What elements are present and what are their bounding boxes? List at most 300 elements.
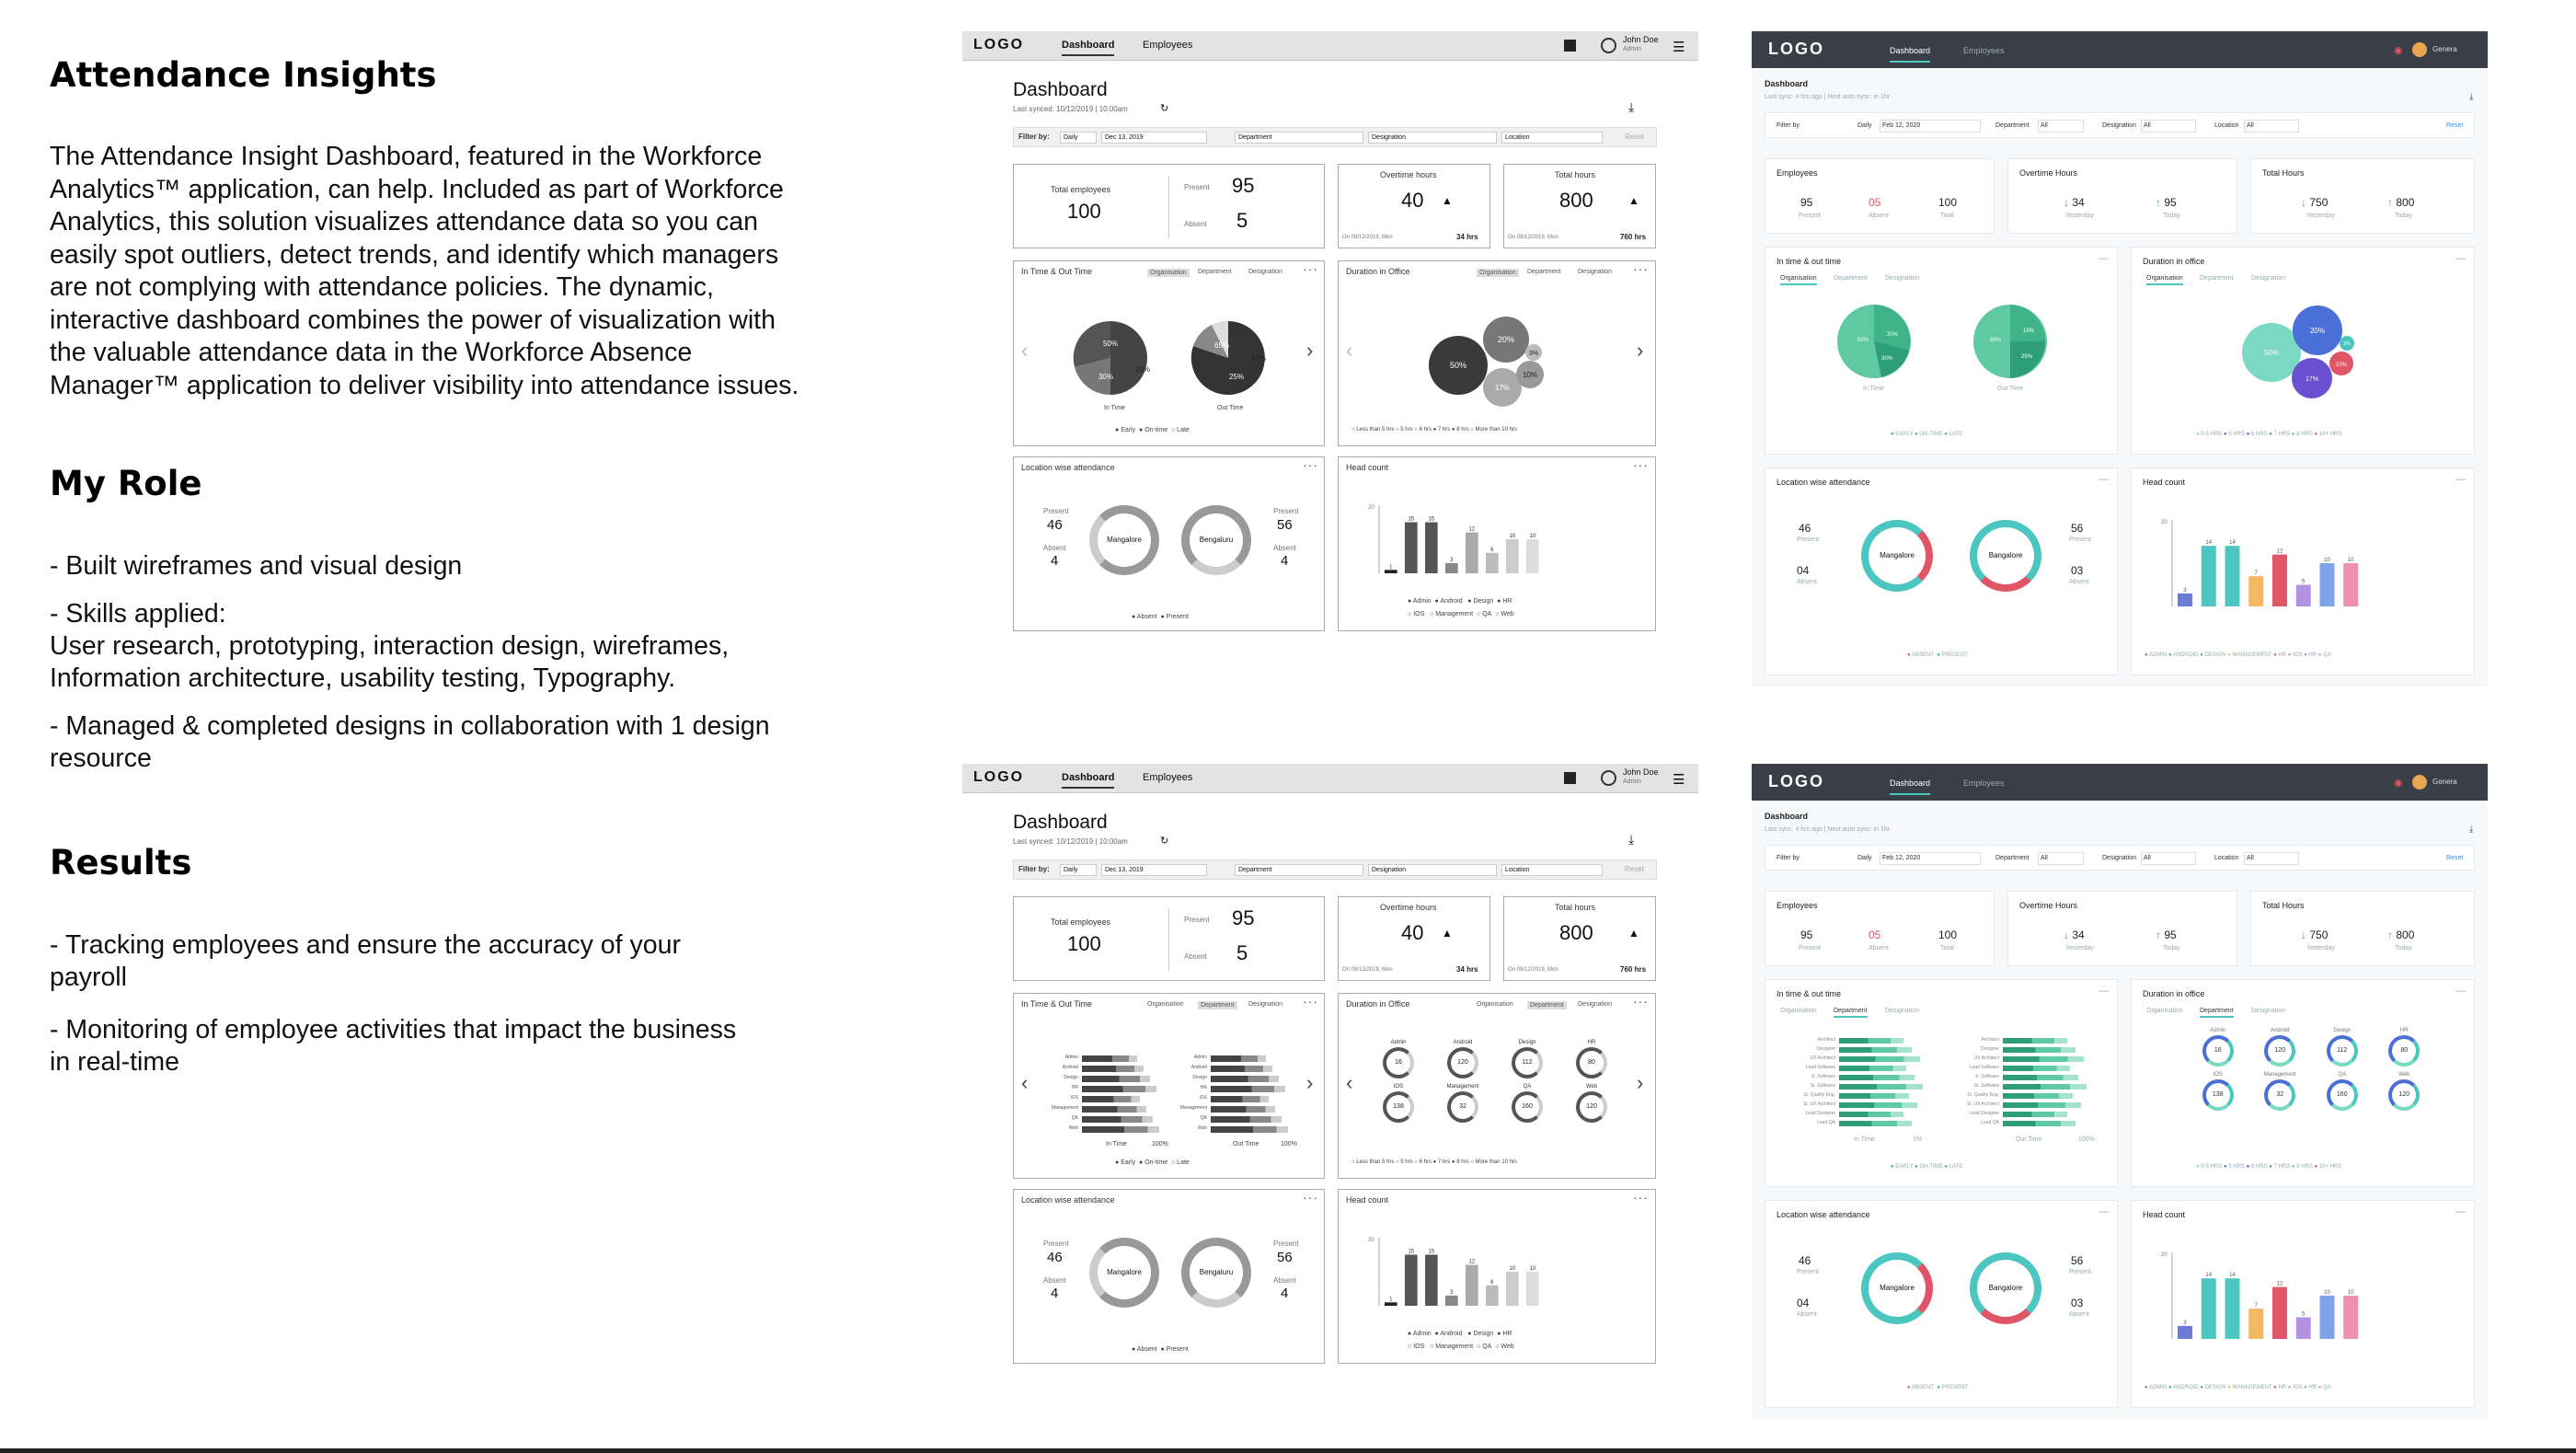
axis-max-label: 100% xyxy=(1281,1141,1297,1147)
more-icon[interactable]: — xyxy=(2099,986,2109,997)
download-icon[interactable]: ⤓ xyxy=(1628,832,1635,847)
headcount-title: Head count xyxy=(2143,1210,2186,1219)
dept-ring-ios xyxy=(2187,1072,2249,1111)
wireframe-dashboard-department xyxy=(962,764,1698,1371)
out-time-label: Out Time xyxy=(1997,386,2024,392)
more-icon[interactable]: — xyxy=(2455,1206,2466,1217)
bar-value-label: 3 xyxy=(2183,1320,2187,1326)
bar-row xyxy=(1948,1046,2104,1054)
headcount-card xyxy=(2131,467,2475,675)
loc2-present: 56 xyxy=(2071,522,2084,535)
filter-designation-label: Designation xyxy=(2102,855,2136,861)
ring: 160 xyxy=(2327,1079,2358,1111)
dept-ring-ios xyxy=(1366,1084,1431,1123)
legend-early: ● Early ● On-time ○ Late xyxy=(1115,427,1190,433)
up-arrow-icon: ↑ xyxy=(2156,928,2161,941)
filter-department[interactable]: Department xyxy=(1235,864,1363,876)
top-nav-bar xyxy=(1752,31,2488,68)
stacked-bar xyxy=(1082,1055,1137,1062)
bar-value-label: 3 xyxy=(1450,1289,1454,1296)
bar-value-label: 10 xyxy=(2347,1290,2354,1296)
notification-icon[interactable] xyxy=(1564,772,1576,784)
emp-present: 95 xyxy=(1800,928,1813,941)
stacked-bar xyxy=(1211,1096,1269,1102)
today-label: Today xyxy=(2395,213,2412,219)
bar-management xyxy=(1486,1286,1499,1306)
dept-ring-management xyxy=(1431,1084,1495,1123)
absent-label: Absent xyxy=(1797,1311,1817,1318)
more-icon[interactable]: ··· xyxy=(1633,1190,1649,1205)
overtime-title: Overtime Hours xyxy=(2019,901,2078,910)
up-arrow-icon: ▲ xyxy=(1442,194,1453,207)
next-arrow-icon[interactable]: › xyxy=(1306,339,1314,362)
th-today: 800 xyxy=(2396,196,2415,209)
avatar-icon[interactable] xyxy=(1601,770,1616,786)
ring-label: Android xyxy=(2270,1028,2290,1033)
location-title: Location wise attendance xyxy=(1021,1195,1115,1205)
role-line: Information architecture, usability testing, Typography. xyxy=(50,663,676,693)
last-synced: Last synced: 10/12/2019 | 10:00am xyxy=(1013,105,1128,113)
up-arrow-icon: ↑ xyxy=(2387,928,2393,941)
tab-department[interactable]: Department xyxy=(2200,275,2234,282)
duration-card xyxy=(2131,247,2475,455)
bar-row-label: HR xyxy=(1200,1085,1207,1090)
duration-card xyxy=(2131,979,2475,1187)
emp-total-label: Total xyxy=(1940,213,1954,219)
more-icon[interactable]: ··· xyxy=(1303,457,1318,472)
emp-present-label: Present xyxy=(1799,945,1822,951)
pie-slice xyxy=(1110,321,1147,395)
emp-total: 100 xyxy=(1938,196,1958,209)
ring-label: IOS xyxy=(2213,1072,2223,1078)
more-icon[interactable]: — xyxy=(2455,986,2466,997)
tab-designation[interactable]: Designation xyxy=(2251,275,2285,282)
total-hours-date: On 09/12/2019, Mon xyxy=(1508,235,1558,240)
bar-row-label: Lead QA xyxy=(1981,1120,1999,1125)
nav-dashboard[interactable]: Dashboard xyxy=(1062,40,1114,56)
role-line: - Built wireframes and visual design xyxy=(50,551,463,581)
bar-web xyxy=(1526,539,1539,573)
location-card xyxy=(1013,1189,1325,1364)
result-line: - Tracking employees and ensure the accuracy of your xyxy=(50,930,681,960)
tab-department[interactable]: Department xyxy=(1198,269,1232,275)
down-arrow-icon: ↓ xyxy=(2301,928,2306,941)
filter-date[interactable]: Dec 13, 2019 xyxy=(1101,864,1207,876)
download-icon[interactable]: ⤓ xyxy=(2469,92,2474,102)
bar-qa xyxy=(1506,1272,1519,1306)
more-icon[interactable]: ··· xyxy=(1303,994,1318,1009)
bubble-label: 10% xyxy=(1522,371,1538,379)
filter-department[interactable]: All xyxy=(2038,852,2084,865)
ring: 80 xyxy=(1576,1047,1607,1078)
more-icon[interactable]: ··· xyxy=(1633,457,1649,472)
filter-department[interactable]: All xyxy=(2038,120,2084,133)
overtime-sub: 34 hrs xyxy=(1456,233,1478,241)
bar-management xyxy=(1486,553,1499,573)
bar-row-label: UX Architect xyxy=(1973,1055,1999,1061)
bar-android xyxy=(1405,1255,1418,1307)
bar-value-label: 10 xyxy=(1529,1266,1536,1272)
reset-button[interactable]: Reset xyxy=(1625,133,1644,141)
more-icon[interactable]: ··· xyxy=(1633,261,1649,276)
bar-row-label: Android xyxy=(1190,1065,1207,1070)
axis-max-label: 100% xyxy=(2078,1136,2095,1143)
ring-label: HR xyxy=(1587,1040,1596,1045)
total-hours-label: Total hours xyxy=(1555,903,1596,912)
more-icon[interactable]: ··· xyxy=(1633,994,1649,1009)
bar-row xyxy=(1041,1125,1170,1134)
total-hours-title: Total Hours xyxy=(2262,901,2305,910)
in-time-label: In Time xyxy=(1863,386,1884,392)
tab-designation[interactable]: Designation xyxy=(1885,1008,1919,1014)
bar-value-label: 3 xyxy=(1450,557,1454,563)
today-label: Today xyxy=(2163,945,2180,951)
reset-button[interactable]: Reset xyxy=(2446,122,2464,129)
location-card xyxy=(1765,1200,2118,1408)
bar-row xyxy=(1784,1083,1940,1090)
total-hours-sub: 760 hrs xyxy=(1620,965,1647,974)
total-hours-label: Total hours xyxy=(1555,170,1596,179)
section-title-role: My Role xyxy=(50,464,202,503)
loc2-absent: 4 xyxy=(1281,1286,1289,1301)
tab-designation[interactable]: Designation xyxy=(1248,269,1282,275)
filter-date[interactable]: Dec 13, 2019 xyxy=(1101,132,1207,144)
filter-location[interactable]: Location xyxy=(1501,132,1603,144)
present-label: Present xyxy=(1797,536,1820,543)
logo: LOGO xyxy=(1768,772,1824,790)
inout-card xyxy=(1765,979,2118,1187)
inout-card xyxy=(1765,247,2118,455)
bar-value-label: 6 xyxy=(1490,547,1494,553)
bar-design xyxy=(2225,1278,2240,1339)
overtime-date: On 09/12/2019, Mon xyxy=(1342,967,1393,973)
role-line: - Skills applied: xyxy=(50,599,226,628)
duration-bubbles xyxy=(1421,312,1578,413)
present-label: Present xyxy=(1797,1269,1820,1275)
tab-designation[interactable]: Designation xyxy=(1578,1001,1612,1008)
description-line: the valuable attendance data in the Workforce Absence xyxy=(50,338,693,367)
nav-dashboard[interactable]: Dashboard xyxy=(1890,778,1930,795)
loc2-absent: 4 xyxy=(1281,553,1289,569)
bar-value-label: 14 xyxy=(2229,540,2236,547)
bar-row-label: Sr. Software xyxy=(1810,1083,1835,1089)
filter-location-label: Location xyxy=(2214,122,2239,129)
avatar[interactable] xyxy=(2412,775,2427,790)
more-icon[interactable]: ··· xyxy=(1303,1190,1318,1205)
tab-organisation[interactable]: Organisation xyxy=(1477,1001,1513,1008)
absent-label: Absent xyxy=(1043,1276,1066,1285)
ring-label: IOS xyxy=(1393,1084,1404,1090)
stacked-bar xyxy=(1082,1106,1146,1113)
notification-icon[interactable]: ◉ xyxy=(2394,45,2403,56)
filter-designation[interactable]: Designation xyxy=(1368,132,1497,144)
tab-department[interactable]: Department xyxy=(1527,269,1561,275)
role-bullet xyxy=(50,550,841,582)
nav-employees[interactable]: Employees xyxy=(1963,778,2005,788)
svg-text:20%: 20% xyxy=(1134,365,1151,374)
nav-employees[interactable]: Employees xyxy=(1143,772,1193,783)
ring: 120 xyxy=(2388,1079,2420,1111)
prev-arrow-icon[interactable]: ‹ xyxy=(1346,1071,1353,1094)
bar-row-label: Lead Software xyxy=(1805,1065,1835,1070)
up-arrow-icon: ▲ xyxy=(1442,927,1453,940)
download-icon[interactable]: ⤓ xyxy=(1628,99,1635,114)
tab-department[interactable]: Department xyxy=(1834,275,1868,282)
description-line: Analytics, this solution visualizes attendance data so you can xyxy=(50,207,758,236)
headcount-title: Head count xyxy=(1346,463,1389,472)
last-sync: Last sync: 4 hrs ago | Next auto sync: in 1hr xyxy=(1765,826,1891,833)
bar-row xyxy=(1784,1074,1940,1081)
th-yesterday: 750 xyxy=(2309,196,2329,209)
notification-icon[interactable] xyxy=(1564,40,1576,52)
bar-hr xyxy=(2272,1287,2287,1339)
bar-row-label: Sr. UX Architect xyxy=(1966,1101,1999,1107)
reset-button[interactable]: Reset xyxy=(1625,865,1644,873)
bar-android xyxy=(2202,546,2216,606)
description-line: Analytics™ application, can help. Included as part of Workforce xyxy=(50,174,784,204)
prev-arrow-icon[interactable]: ‹ xyxy=(1346,339,1353,362)
loc1-present: 46 xyxy=(1799,1254,1811,1267)
bar-design xyxy=(1425,1255,1438,1307)
bar-hr xyxy=(2272,555,2287,606)
stacked-bar xyxy=(2003,1112,2067,1117)
overtime-card xyxy=(1338,896,1490,981)
nav-dashboard[interactable]: Dashboard xyxy=(1890,46,1930,63)
filter-designation[interactable]: All xyxy=(2141,120,2196,133)
bar-row xyxy=(1784,1120,1940,1127)
description-line: interactive dashboard combines the power of visualization with xyxy=(50,305,776,335)
sync-icon[interactable]: ↻ xyxy=(1160,836,1169,847)
svg-text:65%: 65% xyxy=(1214,341,1230,350)
tab-organisation[interactable]: Organisation xyxy=(2146,275,2183,285)
last-sync: Last sync: 4 hrs ago | Next auto sync: in 1hr xyxy=(1765,94,1891,100)
reset-button[interactable]: Reset xyxy=(2446,855,2464,861)
out-time-label: Out Time xyxy=(1233,1141,1259,1147)
menu-icon[interactable]: ☰ xyxy=(1673,772,1685,788)
ring-label: QA xyxy=(2338,1072,2347,1078)
filter-period[interactable]: Daily xyxy=(1857,855,1872,861)
bar-row-label: Admin xyxy=(1064,1055,1078,1060)
menu-icon[interactable]: ☰ xyxy=(1673,40,1685,55)
location-card xyxy=(1013,456,1325,631)
present-value: 95 xyxy=(1232,906,1255,929)
next-arrow-icon[interactable]: › xyxy=(1306,1071,1314,1094)
inout-title: In Time & Out Time xyxy=(1021,267,1093,276)
down-arrow-icon: ↓ xyxy=(2064,196,2069,209)
bar-value-label: 10 xyxy=(1529,534,1536,539)
bar-management xyxy=(2248,1309,2263,1339)
filter-location[interactable]: All xyxy=(2244,120,2299,133)
notification-icon[interactable]: ◉ xyxy=(2394,778,2403,789)
yesterday-label: Yesterday xyxy=(2306,213,2335,219)
y-tick-label: 20 xyxy=(2161,1252,2168,1258)
bar-row-label: iOS xyxy=(1070,1095,1078,1101)
bar-row-label: Sr. Software xyxy=(1973,1083,1999,1089)
in-time-label: In Time xyxy=(1104,405,1125,411)
tab-department[interactable]: Department xyxy=(1527,1001,1567,1009)
tab-organisation[interactable]: Organisation xyxy=(1147,269,1190,277)
tab-department[interactable]: Department xyxy=(2200,1008,2234,1018)
user-name: John Doe xyxy=(1623,767,1659,777)
avatar-icon[interactable] xyxy=(1601,38,1616,53)
tab-designation[interactable]: Designation xyxy=(2251,1008,2285,1014)
duration-legend: ○ Less than 5 hrs ○ 5 hrs ○ 6 hrs ● 7 hrs ● 8 hrs ○ More than 10 hrs xyxy=(1351,427,1517,432)
tab-department[interactable]: Department xyxy=(1198,1001,1237,1009)
loc1-name: Mangalore xyxy=(1880,1284,1915,1292)
filter-designation[interactable]: All xyxy=(2141,852,2196,865)
duration-legend: ● 0-5 HRS ● 5 HRS ● 6 HRS ● 7 HRS ● 8 HRS ● 10+ HRS xyxy=(2196,432,2342,437)
th-yesterday: 750 xyxy=(2309,928,2329,941)
bar-row xyxy=(1041,1075,1170,1083)
ring-label: Design xyxy=(2333,1028,2352,1033)
inout-legend: ● Early ● On-time ○ Late xyxy=(1115,1159,1190,1166)
filter-date[interactable]: Feb 12, 2020 xyxy=(1880,120,1981,133)
dept-ring-management xyxy=(2249,1072,2312,1111)
inout-title: In time & out time xyxy=(1777,257,1842,266)
tab-designation[interactable]: Designation xyxy=(1248,1001,1282,1008)
filter-period[interactable]: Daily xyxy=(1060,864,1097,876)
bar-row xyxy=(1784,1046,1940,1054)
prev-arrow-icon[interactable]: ‹ xyxy=(1021,1071,1029,1094)
dept-ring-web xyxy=(2374,1072,2436,1111)
overtime-card xyxy=(2007,158,2237,234)
more-icon[interactable]: — xyxy=(2099,1206,2109,1217)
bar-row-label: QA xyxy=(1071,1115,1078,1121)
avatar[interactable] xyxy=(2412,42,2427,57)
bar-row-label: Admin xyxy=(1193,1055,1207,1060)
stacked-bar xyxy=(1211,1066,1272,1072)
bar-android xyxy=(2202,1278,2216,1339)
bar-admin xyxy=(1385,1302,1397,1306)
dept-rings xyxy=(1366,1040,1624,1128)
emp-absent-label: Absent xyxy=(1869,213,1889,219)
more-icon[interactable]: — xyxy=(2099,474,2109,485)
stacked-bar xyxy=(1082,1076,1150,1082)
filter-period[interactable]: Daily xyxy=(1060,132,1097,144)
bubble-label: 50% xyxy=(2263,349,2280,357)
user-name: Genera xyxy=(2432,45,2457,53)
download-icon[interactable]: ⤓ xyxy=(2469,825,2474,835)
bar-hr xyxy=(1445,1296,1458,1306)
duration-card xyxy=(1338,993,1656,1179)
ot-yesterday: 34 xyxy=(2072,196,2085,209)
location-legend: ● Absent ● Present xyxy=(1132,1346,1189,1353)
bar-row xyxy=(1948,1037,2104,1044)
svg-text:25%: 25% xyxy=(2021,354,2033,360)
description xyxy=(50,141,841,402)
more-icon[interactable]: — xyxy=(2455,253,2466,264)
headcount-legend: ● Admin ● Android ● Design ● HR ○ IOS ○ Management ○ QA ○ Web xyxy=(1408,1331,1514,1350)
more-icon[interactable]: — xyxy=(2455,474,2466,485)
stacked-bar xyxy=(1211,1076,1279,1082)
today-label: Today xyxy=(2163,213,2180,219)
result-line: - Monitoring of employee activities that impact the business xyxy=(50,1015,737,1044)
bar-management xyxy=(2248,576,2263,606)
bar-value-label: 10 xyxy=(2324,558,2330,563)
in-time-pie xyxy=(1069,317,1152,399)
bar-row xyxy=(1170,1125,1299,1134)
tab-organisation[interactable]: Organisation xyxy=(1147,1001,1184,1008)
headcount-chart xyxy=(2159,1241,2371,1343)
stacked-bar xyxy=(1211,1116,1282,1123)
filter-location[interactable]: Location xyxy=(1501,864,1603,876)
bar-value-label: 10 xyxy=(2324,1290,2330,1296)
filter-date[interactable]: Feb 12, 2020 xyxy=(1880,852,1981,865)
tab-organisation[interactable]: Organisation xyxy=(1780,1008,1817,1014)
duration-bubbles xyxy=(2233,294,2380,404)
bar-value-label: 5 xyxy=(2302,579,2306,585)
bar-admin xyxy=(1385,570,1397,573)
user-name: John Doe xyxy=(1623,35,1659,44)
nav-employees[interactable]: Employees xyxy=(1143,40,1193,51)
inout-card xyxy=(1013,260,1325,446)
next-arrow-icon[interactable]: › xyxy=(1637,1071,1644,1094)
logo: LOGO xyxy=(973,37,1025,52)
tab-organisation[interactable]: Organisation xyxy=(1780,275,1817,285)
nav-employees[interactable]: Employees xyxy=(1963,46,2005,55)
more-icon[interactable]: ··· xyxy=(1303,261,1318,276)
tab-department[interactable]: Department xyxy=(1834,1008,1868,1018)
ring-label: QA xyxy=(1523,1084,1532,1090)
inout-title: In time & out time xyxy=(1777,989,1842,998)
out-time-pie xyxy=(1187,317,1270,399)
bar-row xyxy=(1041,1055,1170,1063)
employees-card xyxy=(1765,891,1995,966)
emp-present-label: Present xyxy=(1799,213,1822,219)
absent-value: 5 xyxy=(1236,941,1248,964)
more-icon[interactable]: — xyxy=(2099,253,2109,264)
loc2-absent: 03 xyxy=(2071,564,2084,577)
sync-icon[interactable]: ↻ xyxy=(1160,103,1169,114)
filter-department[interactable]: Department xyxy=(1235,132,1363,144)
prev-arrow-icon[interactable]: ‹ xyxy=(1021,339,1029,362)
bar-row-label: Lead Software xyxy=(1969,1065,1999,1070)
dept-ring-android xyxy=(1431,1040,1495,1078)
next-arrow-icon[interactable]: › xyxy=(1637,339,1644,362)
tab-organisation[interactable]: Organisation xyxy=(2146,1008,2183,1014)
bar-hr xyxy=(1445,563,1458,573)
headcount-card xyxy=(1338,1189,1656,1364)
tab-organisation[interactable]: Organisation xyxy=(1477,269,1519,277)
location-legend: ● Absent ● Present xyxy=(1132,614,1189,620)
bar-row-label: Web xyxy=(1197,1125,1207,1131)
svg-text:50%: 50% xyxy=(1102,340,1119,348)
bar-row xyxy=(1948,1055,2104,1063)
headcount-card xyxy=(2131,1200,2475,1408)
tab-designation[interactable]: Designation xyxy=(1578,269,1612,275)
tab-designation[interactable]: Designation xyxy=(1885,275,1919,282)
stacked-bar xyxy=(2003,1093,2073,1099)
svg-text:65%: 65% xyxy=(1990,338,2002,343)
bar-row xyxy=(1170,1105,1299,1113)
ring: 138 xyxy=(1383,1091,1414,1123)
bar-row-label: Designer xyxy=(1980,1046,1999,1052)
loc1-present: 46 xyxy=(1799,522,1811,535)
bar-admin xyxy=(2178,594,2192,606)
filter-location-label: Location xyxy=(2214,855,2239,861)
filter-designation[interactable]: Designation xyxy=(1368,864,1497,876)
bar-row xyxy=(1041,1065,1170,1073)
dept-ring-admin xyxy=(1366,1040,1431,1078)
bubble-label: 17% xyxy=(2305,376,2319,383)
user-role: Admin xyxy=(1623,46,1641,52)
filter-period[interactable]: Daily xyxy=(1857,122,1872,129)
total-hours-value: 800 xyxy=(1559,921,1593,944)
present-label: Present xyxy=(1043,1240,1069,1248)
filter-location[interactable]: All xyxy=(2244,852,2299,865)
nav-dashboard[interactable]: Dashboard xyxy=(1062,772,1114,789)
page-title: Dashboard xyxy=(1013,79,1108,100)
